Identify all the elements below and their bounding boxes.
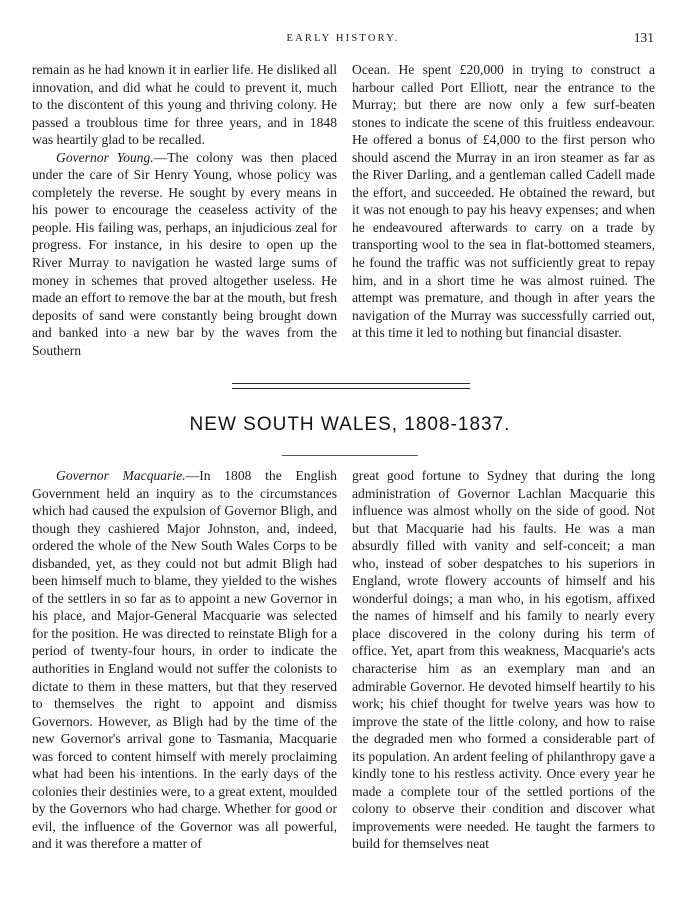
paragraph-port-elliott: Ocean. He spent £20,000 in trying to construct a harbour called Port Elliott, near the entrance to the Murray; but there are now only a few surf-beaten stones to indicate the scene of this fruitless endeavour. He offered a bonus of £4,000 to the first person who should ascend the Murray in an iron steamer as far as the River Darling, and a gentleman called Cadell made the effort, and succeeded. He obtained the reward, but it was not enough to pay his heavy expenses; and when he endeavoured afterwards to carry on a trade by transporting wool to the sea in flat-bottomed steamers, he found the traffic was not sufficiently great to repay him, and in a short time he was almost ruined. The attempt was premature, and though in after years the navigation of the Murray was successfully carried out, at this time it led to nothing but financial disaster. bbox=[352, 62, 655, 341]
page-header bbox=[32, 30, 654, 49]
running-head: EARLY HISTORY. bbox=[286, 33, 400, 44]
top-right-column bbox=[352, 61, 655, 342]
paragraph-governor-macquarie bbox=[32, 467, 337, 853]
bottom-left-column bbox=[32, 467, 337, 853]
paragraph-governor-young bbox=[32, 149, 337, 360]
paragraph-governor-young-body: —The colony was then placed under the care of Sir Henry Young, whose policy was completely the reverse. He sought by every means in his power to encourage the ceaseless activity of the people. His failing was, perhaps, an injudicious zeal for progress. For instance, in his desire to open up the River Murray to navigation he wasted large sums of money in schemes that proved altogether useless. He made an effort to remove the bar at the mouth, but fresh deposits of sand were constantly being brought down and banked into a new bar by the waves from the Southern bbox=[32, 149, 337, 358]
bottom-right-column bbox=[352, 467, 655, 853]
paragraph-governor-macquarie-body: —In 1808 the English Government held an inquiry as to the circumstances which had caused the expulsion of Governor Bligh, and though they cashiered Major Johnston, and, indeed, ordered the whole of the New South Wales Corps to be disbanded, yet, as they could not but admit Bligh had been himself much to blame, they yielded to the wishes of the settlers in so far as to appoint a new Governor in his place, and Major-General Macquarie was selected for the position. He was directed to reinstate Bligh for a period of twenty-four hours, in order to indicate the authorities in England would not suffer the colonists to dictate to them in these matters, but that they reserved to themselves the right to appoint and dismiss Governors. However, as Bligh had by the time of the new Governor's arrival gone to Tasmania, Macquarie was forced to content himself with merely proclaiming what had been his intentions. In the early days of the colonies their destinies were, to a great extent, moulded by the Governors who had charge. Whether for good or evil, the influence of the Governor was all powerful, and it was therefore a matter of bbox=[32, 468, 337, 852]
paragraph-governor-robe-end: remain as he had known it in earlier life. He disliked all innovation, and did what he could to prevent it, much to the discontent of this young and thriving colony. He passed a troublous time for three years, and in 1848 was heartily glad to be recalled. bbox=[32, 62, 337, 148]
lead-in-governor-macquarie: Governor Macquarie. bbox=[56, 468, 186, 483]
paragraph-macquarie-administration: great good fortune to Sydney that during the long administration of Governor Lachlan Macquarie this influence was almost wholly on the side of good. Not but that Macquarie had his faults. He was a man absurdly filled with vanity and self-conceit; a man who, instead of sober despatches to his superiors in England, wrote flowery accounts of himself and his wonderful doings; a man who, in his egotism, affixed the names of himself and his family to nearly every place discovered in the colony during his term of office. Yet, apart from this weakness, Macquarie's acts characterise him as an exemplary man and an admirable Governor. He devoted himself heartily to his work; his chief thought for twelve years was how to improve the state of the little colony, and how to raise the degraded men who formed a considerable part of its population. An ardent feeling of philanthropy gave a kindly tone to his restless activity. Once every year he made a complete tour of the settled portions of the colony to observe their condition and discover what improvements were needed. He taught the farmers to build for themselves neat bbox=[352, 468, 655, 852]
section-title-underline bbox=[282, 455, 418, 456]
top-left-column bbox=[32, 61, 337, 359]
section-title: NEW SOUTH WALES, 1808-1837. bbox=[189, 414, 511, 435]
page-number: 131 bbox=[633, 30, 654, 45]
section-divider-double-rule bbox=[232, 383, 470, 389]
lead-in-governor-young: Governor Young. bbox=[56, 149, 154, 165]
